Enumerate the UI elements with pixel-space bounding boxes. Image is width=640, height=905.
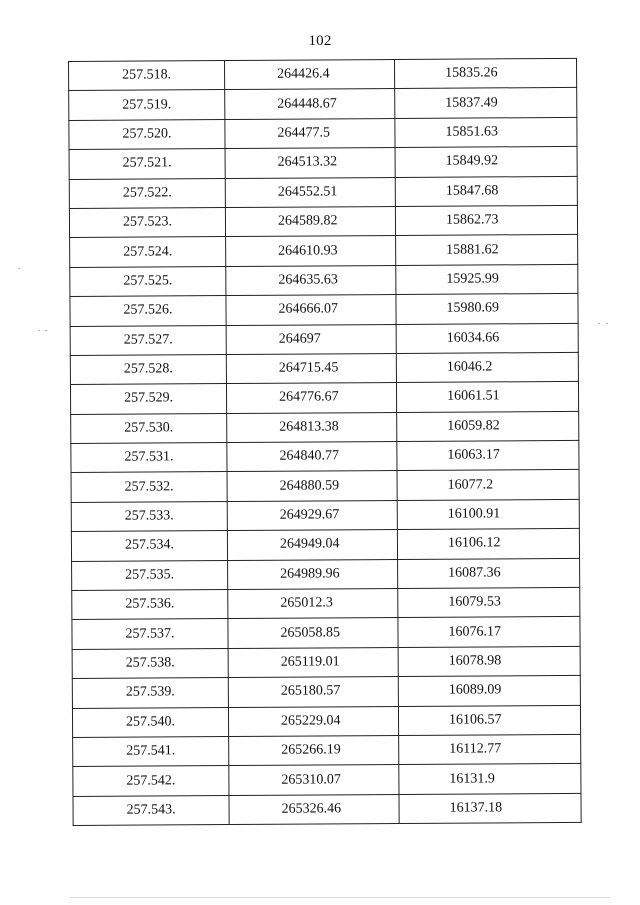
- point-number-cell: 257.524.: [70, 237, 226, 267]
- page-number: 102: [308, 33, 332, 49]
- point-number-cell: 257.520.: [69, 119, 225, 149]
- y-coordinate-cell: 15849.92: [395, 147, 577, 178]
- x-coordinate-cell: 264776.67: [226, 383, 396, 413]
- x-coordinate-cell: 264840.77: [227, 442, 397, 472]
- point-number-cell: 257.534.: [71, 531, 227, 561]
- y-coordinate-cell: 15980.69: [396, 294, 578, 325]
- y-coordinate-cell: 16112.77: [399, 734, 581, 765]
- scan-speck: [38, 330, 40, 331]
- table-row: [73, 764, 581, 796]
- table-row: [70, 264, 578, 296]
- x-coordinate-cell: 264477.5: [225, 118, 395, 148]
- x-coordinate-cell: 265119.01: [228, 647, 398, 677]
- y-coordinate-cell: 16106.12: [397, 529, 579, 560]
- table-row: [70, 294, 578, 326]
- point-number-cell: 257.531.: [71, 443, 227, 473]
- y-coordinate-cell: 16079.53: [398, 587, 580, 618]
- y-coordinate-cell: 15851.63: [395, 117, 577, 148]
- x-coordinate-cell: 265012.3: [228, 589, 398, 619]
- y-coordinate-cell: 16131.9: [399, 764, 581, 795]
- coordinates-table: [68, 58, 582, 826]
- x-coordinate-cell: 264513.32: [225, 148, 395, 178]
- table-row: [69, 117, 577, 149]
- y-coordinate-cell: 16063.17: [397, 440, 579, 471]
- x-coordinate-cell: 264426.4: [225, 60, 395, 90]
- x-coordinate-cell: 265180.57: [228, 677, 398, 707]
- point-number-cell: 257.533.: [71, 501, 227, 531]
- y-coordinate-cell: 16137.18: [399, 793, 581, 824]
- point-number-cell: 257.536.: [72, 590, 228, 620]
- x-coordinate-cell: 265326.46: [229, 794, 399, 824]
- table-row: [70, 382, 578, 414]
- x-coordinate-cell: 264989.96: [228, 559, 398, 589]
- x-coordinate-cell: 265058.85: [228, 618, 398, 648]
- x-coordinate-cell: 264635.63: [226, 265, 396, 295]
- table-row: [71, 529, 579, 561]
- table-row: [72, 646, 580, 678]
- x-coordinate-cell: 264697: [226, 324, 396, 354]
- point-number-cell: 257.542.: [73, 766, 229, 796]
- table-row: [69, 88, 577, 120]
- y-coordinate-cell: 15881.62: [396, 235, 578, 266]
- x-coordinate-cell: 264589.82: [225, 206, 395, 236]
- y-coordinate-cell: 16077.2: [397, 470, 579, 501]
- x-coordinate-cell: 264880.59: [227, 471, 397, 501]
- point-number-cell: 257.539.: [72, 678, 228, 708]
- scan-speck: [45, 330, 47, 331]
- table-row: [72, 705, 580, 737]
- point-number-cell: 257.540.: [72, 707, 228, 737]
- y-coordinate-cell: 16078.98: [398, 646, 580, 677]
- x-coordinate-cell: 264610.93: [226, 236, 396, 266]
- y-coordinate-cell: 15862.73: [395, 205, 577, 236]
- table-row: [72, 558, 580, 590]
- y-coordinate-cell: 15837.49: [395, 88, 577, 119]
- point-number-cell: 257.525.: [70, 266, 226, 296]
- x-coordinate-cell: 265229.04: [228, 706, 398, 736]
- y-coordinate-cell: 16034.66: [396, 323, 578, 354]
- y-coordinate-cell: 16087.36: [398, 558, 580, 589]
- table-row: [71, 499, 579, 531]
- x-coordinate-cell: 264666.07: [226, 295, 396, 325]
- scan-speck: [598, 323, 600, 324]
- table-row: [70, 323, 578, 355]
- page-bottom-edge: [70, 897, 610, 898]
- point-number-cell: 257.518.: [69, 61, 225, 91]
- table-row: [71, 411, 579, 443]
- table-row: [69, 176, 577, 208]
- y-coordinate-cell: 15847.68: [395, 176, 577, 207]
- table-row: [73, 793, 581, 825]
- point-number-cell: 257.526.: [70, 296, 226, 326]
- point-number-cell: 257.538.: [72, 648, 228, 678]
- point-number-cell: 257.521.: [69, 149, 225, 179]
- y-coordinate-cell: 16076.17: [398, 617, 580, 648]
- y-coordinate-cell: 16046.2: [396, 352, 578, 383]
- table-row: [70, 352, 578, 384]
- point-number-cell: 257.535.: [72, 560, 228, 590]
- x-coordinate-cell: 264813.38: [227, 412, 397, 442]
- x-coordinate-cell: 264715.45: [226, 353, 396, 383]
- table-row: [69, 58, 577, 90]
- y-coordinate-cell: 16100.91: [397, 499, 579, 530]
- table-row: [72, 676, 580, 708]
- x-coordinate-cell: 265266.19: [229, 735, 399, 765]
- point-number-cell: 257.527.: [70, 325, 226, 355]
- table-row: [71, 470, 579, 502]
- y-coordinate-cell: 16106.57: [398, 705, 580, 736]
- point-number-cell: 257.523.: [69, 207, 225, 237]
- table-row: [69, 205, 577, 237]
- point-number-cell: 257.522.: [69, 178, 225, 208]
- y-coordinate-cell: 16059.82: [397, 411, 579, 442]
- y-coordinate-cell: 16089.09: [398, 676, 580, 707]
- scan-speck: [18, 268, 20, 269]
- table-row: [72, 617, 580, 649]
- x-coordinate-cell: 265310.07: [229, 765, 399, 795]
- table-row: [73, 734, 581, 766]
- x-coordinate-cell: 264949.04: [227, 530, 397, 560]
- x-coordinate-cell: 264552.51: [225, 177, 395, 207]
- scan-speck: [606, 323, 608, 324]
- y-coordinate-cell: 15925.99: [396, 264, 578, 295]
- x-coordinate-cell: 264448.67: [225, 89, 395, 119]
- x-coordinate-cell: 264929.67: [227, 500, 397, 530]
- table-row: [72, 587, 580, 619]
- coordinates-table-body: [69, 58, 582, 825]
- point-number-cell: 257.530.: [71, 413, 227, 443]
- table-row: [70, 235, 578, 267]
- point-number-cell: 257.532.: [71, 472, 227, 502]
- point-number-cell: 257.529.: [70, 384, 226, 414]
- y-coordinate-cell: 15835.26: [394, 58, 576, 89]
- point-number-cell: 257.543.: [73, 795, 229, 825]
- point-number-cell: 257.541.: [73, 737, 229, 767]
- point-number-cell: 257.519.: [69, 90, 225, 120]
- y-coordinate-cell: 16061.51: [396, 382, 578, 413]
- table-row: [71, 440, 579, 472]
- point-number-cell: 257.528.: [70, 354, 226, 384]
- table-row: [69, 147, 577, 179]
- point-number-cell: 257.537.: [72, 619, 228, 649]
